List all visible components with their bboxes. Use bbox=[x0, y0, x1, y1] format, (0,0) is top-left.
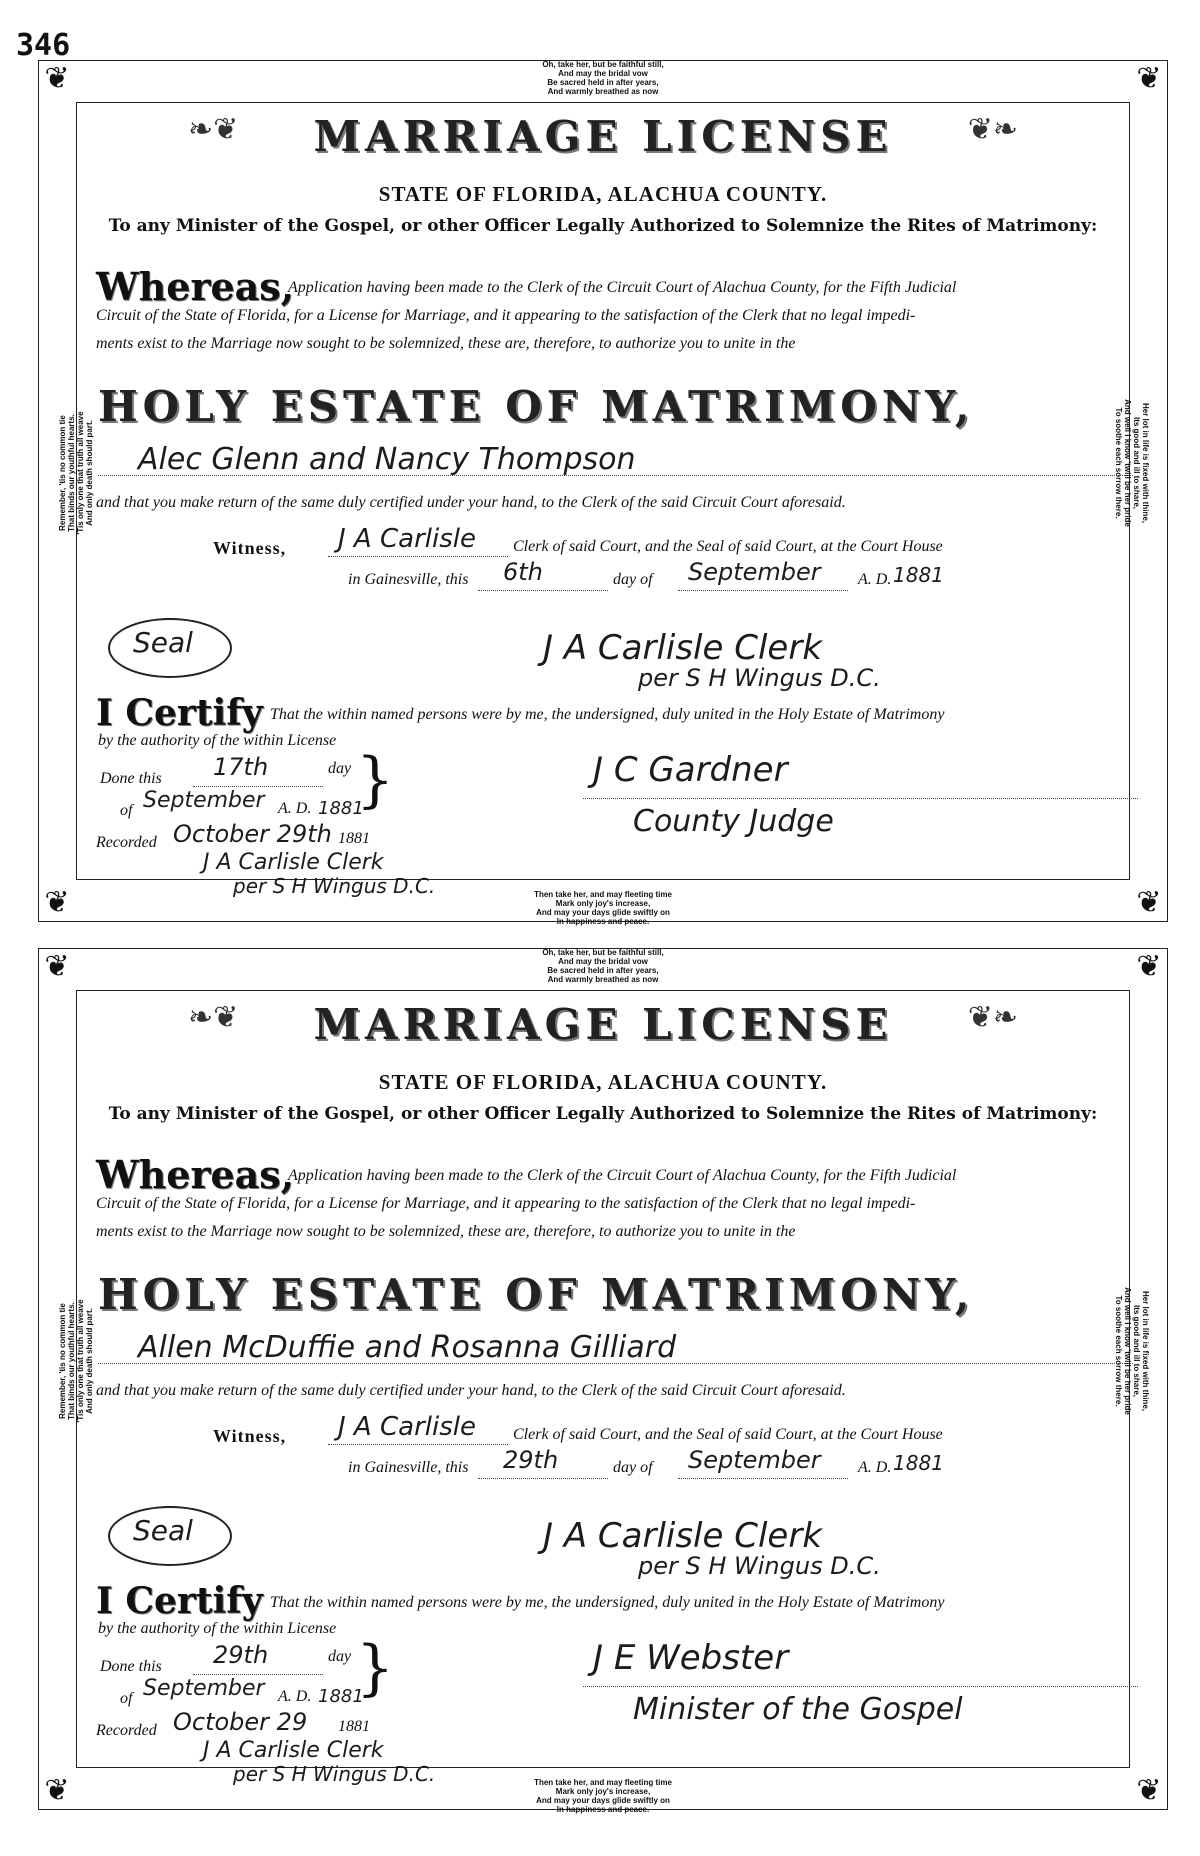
application-text-1: Application having been made to the Clerk of the Circuit Court of Alachua County, for the Fifth Judicial bbox=[288, 279, 957, 296]
title-ornament-right-icon: ❦❧ bbox=[967, 1001, 1018, 1034]
certify-text-2: by the authority of the within License bbox=[98, 732, 337, 749]
done-this-label: Done this bbox=[100, 1658, 162, 1675]
done-day: 17th bbox=[213, 753, 269, 781]
recorded-date: October 29th bbox=[173, 820, 332, 848]
title-ornament-left-icon: ❧❦ bbox=[188, 113, 239, 146]
holy-estate-heading: HOLY ESTATE OF MATRIMONY, bbox=[98, 382, 975, 431]
issue-month: September bbox=[688, 558, 821, 586]
return-text: and that you make return of the same duly certified under your hand, to the Clerk of the said Circuit Court aforesaid. bbox=[96, 1382, 846, 1399]
day-of-label: day of bbox=[613, 1459, 653, 1476]
done-month: September bbox=[143, 1676, 265, 1701]
deputy-signature: per S H Wingus D.C. bbox=[638, 1552, 881, 1580]
marriage-license-2 bbox=[38, 948, 1168, 1814]
recorded-clerk-signature: J A Carlisle Clerk bbox=[203, 850, 384, 875]
month-dotted-line bbox=[678, 590, 848, 591]
gainesville-text: in Gainesville, this bbox=[348, 571, 469, 588]
certify-text-2: by the authority of the within License bbox=[98, 1620, 337, 1637]
officiant-title: Minister of the Gospel bbox=[633, 1692, 963, 1727]
corner-ornament-icon: ❦ bbox=[44, 950, 70, 983]
done-month: September bbox=[143, 788, 265, 813]
verse-top: Oh, take her, but be faithful still, And may the bridal vow Be sacred held in after years, And warmly breathed as now bbox=[542, 60, 664, 96]
recorded-clerk-signature: J A Carlisle Clerk bbox=[203, 1738, 384, 1763]
day-dotted-line bbox=[478, 590, 608, 591]
done-ad-label: A. D. bbox=[278, 1688, 312, 1705]
officiant-dotted-line bbox=[583, 1686, 1138, 1687]
seal-text: Seal bbox=[133, 1514, 193, 1547]
of-label: of bbox=[120, 802, 133, 819]
title-ornament-left-icon: ❧❦ bbox=[188, 1001, 239, 1034]
address-line: To any Minister of the Gospel, or other Officer Legally Authorized to Solemnize the Rites of Matrimony: bbox=[108, 1104, 1098, 1124]
certify-text: That the within named persons were by me, the undersigned, duly united in the Holy Estate of Matrimony bbox=[270, 1594, 945, 1611]
corner-ornament-icon: ❦ bbox=[1136, 886, 1162, 919]
whereas-heading: Whereas, bbox=[96, 264, 294, 309]
clerk-seal-text: Clerk of said Court, and the Seal of said Court, at the Court House bbox=[513, 1426, 943, 1443]
names-dotted-line bbox=[98, 1363, 1133, 1364]
month-dotted-line bbox=[678, 1478, 848, 1479]
day-dotted-line bbox=[478, 1478, 608, 1479]
issue-day: 6th bbox=[503, 558, 543, 586]
witness-signature: J A Carlisle bbox=[338, 1412, 476, 1442]
address-line: To any Minister of the Gospel, or other Officer Legally Authorized to Solemnize the Rites of Matrimony: bbox=[108, 216, 1098, 236]
corner-ornament-icon: ❦ bbox=[44, 886, 70, 919]
witness-label: Witness, bbox=[213, 1426, 287, 1446]
brace-icon: } bbox=[356, 745, 395, 815]
witness-label: Witness, bbox=[213, 538, 287, 558]
state-county-line: STATE OF FLORIDA, ALACHUA COUNTY. bbox=[378, 182, 828, 206]
day-of-label: day of bbox=[613, 571, 653, 588]
of-label: of bbox=[120, 1690, 133, 1707]
verse-top: Oh, take her, but be faithful still, And may the bridal vow Be sacred held in after years, And warmly breathed as now bbox=[542, 948, 664, 984]
application-text-3: ments exist to the Marriage now sought to be solemnized, these are, therefore, to authorize you to unite in the bbox=[96, 335, 796, 352]
state-county-line: STATE OF FLORIDA, ALACHUA COUNTY. bbox=[378, 1070, 828, 1094]
recorded-label: Recorded bbox=[96, 1722, 157, 1739]
return-text: and that you make return of the same duly certified under your hand, to the Clerk of the said Circuit Court aforesaid. bbox=[96, 494, 846, 511]
verse-bottom: Then take her, and may fleeting time Mark only joy's increase, And may your days glide swiftly on In happiness and peace. bbox=[534, 1778, 672, 1814]
corner-ornament-icon: ❦ bbox=[44, 1774, 70, 1807]
done-year: 1881 bbox=[318, 798, 364, 819]
corner-ornament-icon: ❦ bbox=[1136, 950, 1162, 983]
certify-heading: I Certify bbox=[96, 692, 263, 734]
license-title: MARRIAGE LICENSE bbox=[313, 112, 893, 161]
ad-label: A. D. bbox=[858, 1459, 892, 1476]
done-year: 1881 bbox=[318, 1686, 364, 1707]
corner-ornament-icon: ❦ bbox=[44, 62, 70, 95]
done-dotted-line bbox=[193, 786, 323, 787]
marriage-license-1 bbox=[38, 60, 1168, 926]
verse-left: Remember, 'tis no common tie That binds our youthful hearts. 'Tis only one that truth all weave And only death should part. bbox=[58, 411, 94, 535]
seal-text: Seal bbox=[133, 626, 193, 659]
recorded-deputy-signature: per S H Wingus D.C. bbox=[233, 874, 436, 898]
witness-signature: J A Carlisle bbox=[338, 524, 476, 554]
issue-day: 29th bbox=[503, 1446, 559, 1474]
ad-label: A. D. bbox=[858, 571, 892, 588]
day-label: day bbox=[328, 1648, 352, 1665]
application-text-2: Circuit of the State of Florida, for a License for Marriage, and it appearing to the satisfaction of the Clerk that no legal impedi- bbox=[96, 307, 916, 324]
holy-estate-heading: HOLY ESTATE OF MATRIMONY, bbox=[98, 1270, 975, 1319]
couple-names: Alec Glenn and Nancy Thompson bbox=[138, 442, 636, 477]
issue-month: September bbox=[688, 1446, 821, 1474]
clerk-signature: J A Carlisle Clerk bbox=[543, 628, 823, 668]
recorded-label: Recorded bbox=[96, 834, 157, 851]
recorded-date: October 29 bbox=[173, 1708, 308, 1736]
application-text-2: Circuit of the State of Florida, for a License for Marriage, and it appearing to the satisfaction of the Clerk that no legal impedi- bbox=[96, 1195, 916, 1212]
recorded-deputy-signature: per S H Wingus D.C. bbox=[233, 1762, 436, 1786]
certify-text: That the within named persons were by me, the undersigned, duly united in the Holy Estate of Matrimony bbox=[270, 706, 945, 723]
officiant-signature: J E Webster bbox=[593, 1638, 789, 1678]
issue-year: 1881 bbox=[893, 1451, 944, 1475]
issue-year: 1881 bbox=[893, 563, 944, 587]
corner-ornament-icon: ❦ bbox=[1136, 1774, 1162, 1807]
recorded-year: 1881 bbox=[338, 1718, 370, 1735]
day-label: day bbox=[328, 760, 352, 777]
verse-left: Remember, 'tis no common tie That binds our youthful hearts. 'Tis only one that truth all weave And only death should part. bbox=[58, 1299, 94, 1423]
couple-names: Allen McDuffie and Rosanna Gilliard bbox=[138, 1330, 677, 1365]
deputy-signature: per S H Wingus D.C. bbox=[638, 664, 881, 692]
license-title: MARRIAGE LICENSE bbox=[313, 1000, 893, 1049]
verse-bottom: Then take her, and may fleeting time Mark only joy's increase, And may your days glide swiftly on In happiness and peace. bbox=[534, 890, 672, 926]
verse-right: Her lot in life is fixed with thine, Its good and ill to share, And well I know 'twill be her pride To soothe each sorrow there. bbox=[1114, 399, 1150, 527]
done-this-label: Done this bbox=[100, 770, 162, 787]
done-day: 29th bbox=[213, 1641, 269, 1669]
title-ornament-right-icon: ❦❧ bbox=[967, 113, 1018, 146]
verse-right: Her lot in life is fixed with thine, Its good and ill to share, And well I know 'twill be her pride To soothe each sorrow there. bbox=[1114, 1287, 1150, 1415]
application-text-1: Application having been made to the Clerk of the Circuit Court of Alachua County, for the Fifth Judicial bbox=[288, 1167, 957, 1184]
page-number: 346 bbox=[16, 28, 71, 63]
application-text-3: ments exist to the Marriage now sought to be solemnized, these are, therefore, to authorize you to unite in the bbox=[96, 1223, 796, 1240]
corner-ornament-icon: ❦ bbox=[1136, 62, 1162, 95]
witness-dotted-line bbox=[328, 556, 508, 557]
whereas-heading: Whereas, bbox=[96, 1152, 294, 1197]
done-dotted-line bbox=[193, 1674, 323, 1675]
clerk-seal-text: Clerk of said Court, and the Seal of said Court, at the Court House bbox=[513, 538, 943, 555]
officiant-title: County Judge bbox=[633, 804, 834, 839]
clerk-signature: J A Carlisle Clerk bbox=[543, 1516, 823, 1556]
done-ad-label: A. D. bbox=[278, 800, 312, 817]
witness-dotted-line bbox=[328, 1444, 508, 1445]
certify-heading: I Certify bbox=[96, 1580, 263, 1622]
officiant-dotted-line bbox=[583, 798, 1138, 799]
recorded-year: 1881 bbox=[338, 830, 370, 847]
officiant-signature: J C Gardner bbox=[593, 750, 788, 790]
gainesville-text: in Gainesville, this bbox=[348, 1459, 469, 1476]
brace-icon: } bbox=[356, 1633, 395, 1703]
names-dotted-line bbox=[98, 475, 1133, 476]
